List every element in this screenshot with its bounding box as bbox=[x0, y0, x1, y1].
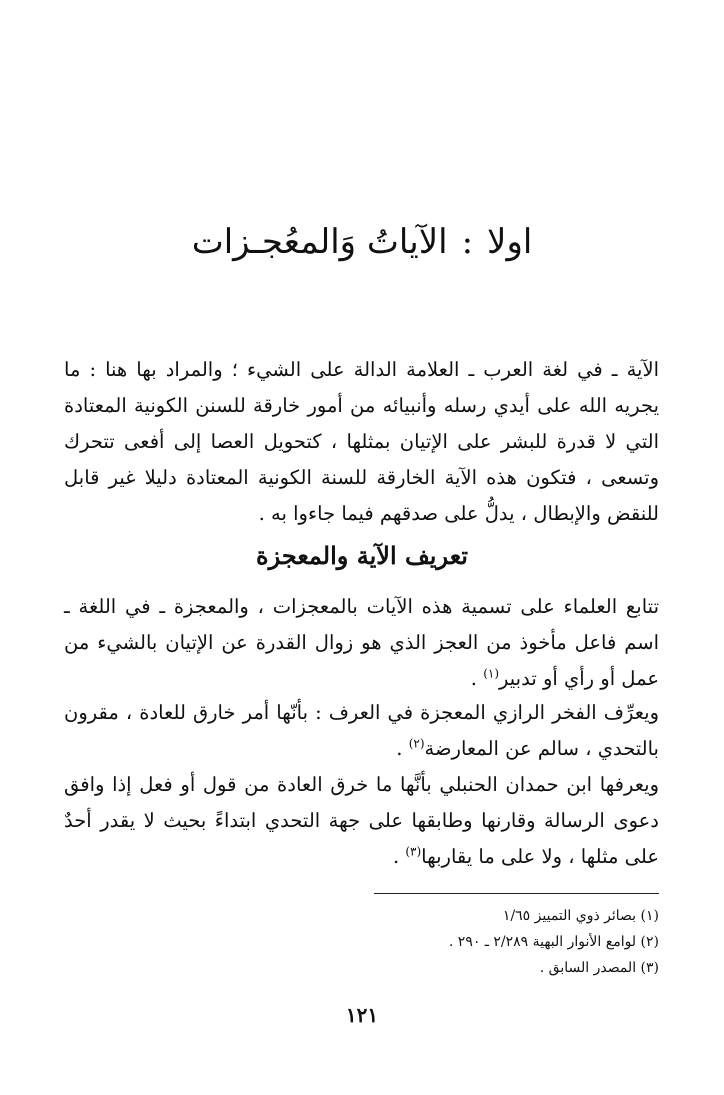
paragraph-text: تتابع العلماء على تسمية هذه الآيات بالمعجزات ، والمعجزة ـ في اللغة ـ اسم فاعل مأخوذ من العجز الذي هو زوال القدرة عن الإتيان بالشيء من عمل أو رأي أو تدبير bbox=[64, 595, 659, 690]
page-number: ١٢١ bbox=[345, 1003, 379, 1027]
paragraph-text: ويعرِّف الفخر الرازي المعجزة في العرف : بأنّها أمر خارق للعادة ، مقرون بالتحدي ، سالم عن المعارضة bbox=[64, 701, 659, 760]
paragraph-end: . bbox=[396, 737, 409, 760]
footnote-item: (٣) المصدر السابق . bbox=[539, 960, 659, 976]
chapter-title-number: اولا bbox=[487, 222, 533, 262]
footnote-ref: (٣) bbox=[405, 844, 422, 859]
footnote-ref: (١) bbox=[483, 666, 500, 681]
footnote-ref: (٢) bbox=[408, 736, 425, 751]
footnote-item: (٢) لوامع الأنوار البهية ٢/٢٨٩ ـ ٢٩٠ . bbox=[448, 934, 659, 950]
footnote-item: (١) بصائر ذوي التمييز ١/٦٥ bbox=[502, 908, 659, 924]
footnote-divider bbox=[374, 893, 659, 894]
paragraph-razi-definition bbox=[64, 695, 659, 767]
paragraph-text: ويعرفها ابن حمدان الحنبلي بأنَّها ما خرق العادة من قول أو فعل إذا وافق دعوى الرسالة وقارنها وطابقها على جهة التحدي ابتداءً بحيث لا يقدر أحدٌ على مثلها ، ولا على ما يقاربها bbox=[64, 773, 659, 868]
footnotes-list bbox=[64, 903, 659, 981]
chapter-title bbox=[0, 212, 724, 272]
paragraph-end: . bbox=[392, 845, 406, 868]
paragraph-language-definition bbox=[64, 589, 659, 697]
chapter-title-text: الآياتُ وَالمعُجـزات bbox=[191, 222, 448, 262]
paragraph-hanbali-definition bbox=[64, 767, 659, 875]
paragraph-end: . bbox=[470, 667, 484, 690]
section-heading: تعريف الآية والمعجزة bbox=[256, 541, 468, 570]
intro-paragraph: الآية ـ في لغة العرب ـ العلامة الدالة على الشيء ؛ والمراد بها هنا : ما يجريه الله على أيدي رسله وأنبيائه من أمور خارقة للسنن الكونية المعتادة التي لا قدرة للبشر على الإتيان بمثلها ، كتحويل العصا إلى أفعى تتحرك وتسعى ، فتكون هذه الآية الخارقة للسنة الكونية المعتادة دليلا غير قابل للنقض والإبطال ، يدلُّ على صدقهم فيما جاءوا به . bbox=[64, 358, 659, 525]
chapter-title-separator: : bbox=[461, 222, 474, 262]
